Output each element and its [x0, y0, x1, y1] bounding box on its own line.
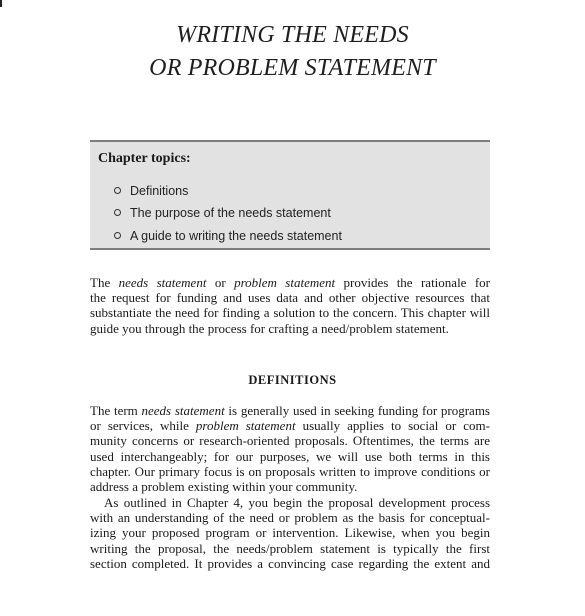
term-problem-statement: problem statement	[234, 275, 336, 290]
chapter-topics-heading: Chapter topics:	[98, 151, 191, 166]
topic-item	[114, 182, 188, 200]
topic-label: The purpose of the needs statement	[130, 206, 331, 220]
process-paragraph	[90, 495, 490, 571]
circle-bullet-icon	[114, 187, 121, 194]
text-line: section completed. It provides a convincing case regarding the extent and	[90, 555, 490, 571]
circle-bullet-icon	[114, 232, 121, 239]
topic-item	[114, 204, 331, 222]
term-needs-statement: needs statement	[141, 403, 225, 418]
text-line: munity concerns or research-oriented proposals. Oftentimes, the terms are	[90, 433, 490, 449]
text-line: izing your proposed program or intervention. Likewise, when you begin	[90, 525, 490, 541]
term-needs-statement: needs statement	[118, 275, 207, 290]
topic-label: A guide to writing the needs statement	[130, 229, 342, 243]
text-line: As outlined in Chapter 4, you begin the proposal development process	[104, 495, 490, 510]
chapter-topics-box	[90, 140, 490, 250]
circle-bullet-icon	[114, 209, 121, 216]
text-line: address a problem existing within your community.	[90, 478, 358, 494]
chapter-title-line-2: OR PROBLEM STATEMENT	[149, 55, 436, 81]
text-line: guide you through the process for crafting a need/problem statement.	[90, 320, 449, 336]
text-line: with an understanding of the need or problem as the basis for conceptual-	[90, 510, 490, 526]
topic-item	[114, 227, 342, 245]
text-line: the request for funding and uses data and other objective resources that	[90, 290, 490, 306]
text-line: The needs statement or problem statement provides the rationale for	[90, 275, 491, 290]
topic-label: Definitions	[130, 184, 189, 198]
text-line: used interchangeably; for our purposes, we will use both terms in this	[90, 448, 490, 464]
text-line: The term needs statement is generally used in seeking funding for programs	[90, 403, 490, 418]
text-line: chapter. Our primary focus is on proposals written to improve conditions or	[90, 463, 490, 479]
section-heading-definitions: DEFINITIONS	[248, 373, 337, 387]
definitions-paragraph	[90, 403, 490, 494]
term-problem-statement: problem statement	[195, 418, 296, 434]
chapter-title-line-1: WRITING THE NEEDS	[176, 22, 409, 48]
text-line: or services, while problem statement usually applies to social or com-	[90, 418, 490, 434]
intro-paragraph	[90, 275, 490, 336]
text-line: substantiate the need for finding a solution to the concern. This chapter will	[90, 305, 490, 321]
text-line: writing the proposal, the needs/problem statement is typically the first	[90, 540, 490, 556]
page-edge-mark	[0, 0, 2, 7]
